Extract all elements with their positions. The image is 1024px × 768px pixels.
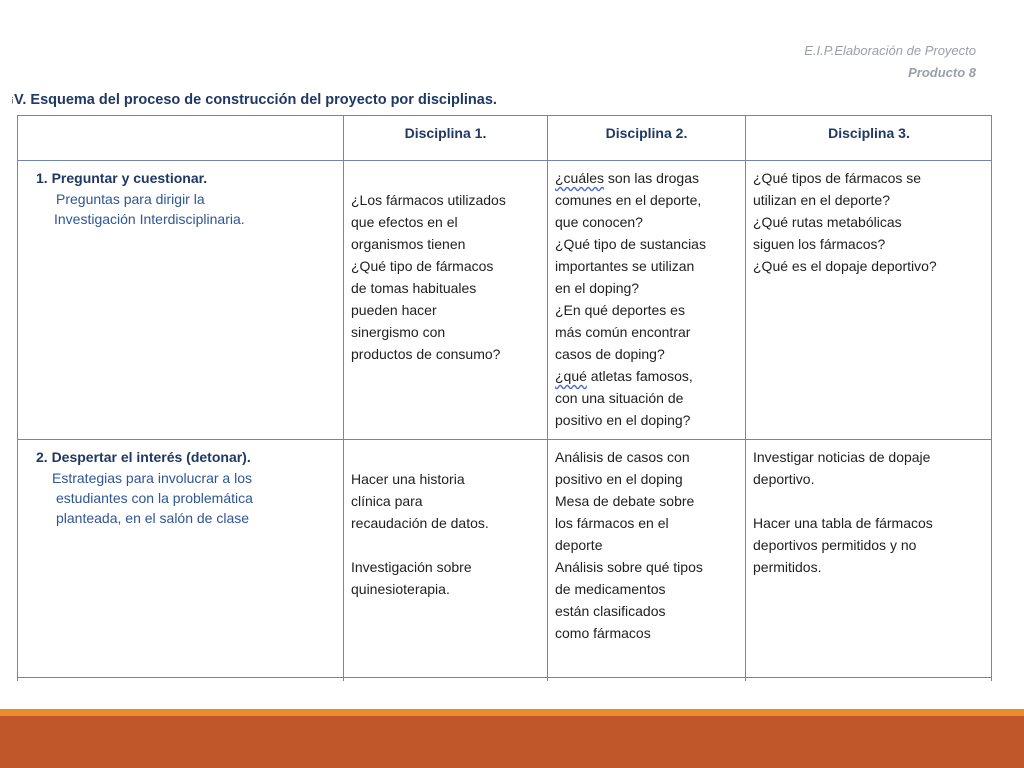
cell-line: Investigación sobre bbox=[351, 559, 472, 575]
cell-line: recaudación de datos. bbox=[351, 515, 489, 531]
column-divider bbox=[547, 116, 548, 681]
row-2-subtitle-line: Estrategias para involucrar a los bbox=[52, 470, 252, 486]
cell-line: deportivos permitidos y no bbox=[753, 537, 917, 553]
footer-accent-stripe bbox=[0, 709, 1024, 716]
cell-line: positivo en el doping bbox=[555, 471, 683, 487]
cell-line: en el doping? bbox=[555, 280, 640, 296]
column-header-disciplina-2: Disciplina 2. bbox=[605, 125, 688, 141]
cell-line: permitidos. bbox=[753, 559, 822, 575]
cell-line: deporte bbox=[555, 537, 603, 553]
cell-line: Hacer una tabla de fármacos bbox=[753, 515, 933, 531]
cell-line: ¿En qué deportes es bbox=[555, 302, 685, 318]
column-header-disciplina-3: Disciplina 3. bbox=[828, 125, 910, 141]
cell-line: Análisis de casos con bbox=[555, 449, 690, 465]
row-2-disciplina-3 bbox=[753, 446, 993, 578]
cell-line: deportivo. bbox=[753, 471, 815, 487]
cell-line: casos de doping? bbox=[555, 346, 665, 362]
cell-line bbox=[555, 365, 745, 387]
cell-line: Investigar noticias de dopaje bbox=[753, 449, 931, 465]
row-divider bbox=[18, 160, 991, 161]
cell-line: que conocen? bbox=[555, 214, 643, 230]
section-mark: ¡ bbox=[11, 94, 14, 104]
row-1-subtitle-line: Preguntas para dirigir la bbox=[56, 191, 205, 207]
row-1-subtitle bbox=[36, 189, 336, 229]
row-2-heading bbox=[36, 446, 336, 528]
cell-line: clínica para bbox=[351, 493, 423, 509]
cell-line: más común encontrar bbox=[555, 324, 691, 340]
cell-line: positivo en el doping? bbox=[555, 412, 691, 428]
column-divider bbox=[745, 116, 746, 681]
cell-line: Hacer una historia bbox=[351, 471, 465, 487]
cell-line: como fármacos bbox=[555, 625, 651, 641]
process-table bbox=[17, 115, 992, 681]
spellcheck-word: ¿cuáles bbox=[555, 170, 605, 186]
cell-line: organismos tienen bbox=[351, 236, 466, 252]
column-divider bbox=[343, 116, 344, 681]
document-header bbox=[804, 40, 976, 84]
row-1-disciplina-1 bbox=[351, 189, 547, 365]
column-header-disciplina-1: Disciplina 1. bbox=[404, 125, 487, 141]
row-2-subtitle-line: planteada, en el salón de clase bbox=[56, 510, 250, 526]
cell-line-rest: atletas famosos, bbox=[586, 368, 693, 384]
cell-line bbox=[555, 167, 745, 189]
cell-line: Mesa de debate sobre bbox=[555, 493, 695, 509]
row-divider bbox=[18, 677, 991, 678]
cell-line: ¿Qué rutas metabólicas bbox=[753, 214, 902, 230]
row-1-disciplina-3 bbox=[753, 167, 993, 277]
row-divider bbox=[18, 439, 991, 440]
row-2-disciplina-1 bbox=[351, 468, 547, 600]
cell-line: siguen los fármacos? bbox=[753, 236, 886, 252]
cell-line: sinergismo con bbox=[351, 324, 446, 340]
cell-line: ¿Qué tipos de fármacos se bbox=[753, 170, 922, 186]
cell-line: productos de consumo? bbox=[351, 346, 501, 362]
document-header-title: E.I.P.Elaboración de Proyecto bbox=[804, 43, 976, 58]
cell-line: ¿Qué es el dopaje deportivo? bbox=[753, 258, 937, 274]
row-1-subtitle-line: Investigación Interdisciplinaria. bbox=[54, 211, 245, 227]
cell-line: importantes se utilizan bbox=[555, 258, 695, 274]
document-header-product: Producto 8 bbox=[908, 65, 976, 80]
row-1-title: 1. Preguntar y cuestionar. bbox=[36, 170, 208, 186]
cell-line: están clasificados bbox=[555, 603, 666, 619]
cell-line: ¿Los fármacos utilizados bbox=[351, 192, 506, 208]
cell-line: ¿Qué tipo de fármacos bbox=[351, 258, 494, 274]
row-2-subtitle-line: estudiantes con la problemática bbox=[56, 490, 253, 506]
cell-line: que efectos en el bbox=[351, 214, 458, 230]
cell-line: comunes en el deporte, bbox=[555, 192, 702, 208]
row-1-disciplina-2 bbox=[555, 167, 745, 431]
row-1-heading bbox=[36, 167, 336, 229]
cell-line: quinesioterapia. bbox=[351, 581, 450, 597]
cell-line: de medicamentos bbox=[555, 581, 666, 597]
row-2-title: 2. Despertar el interés (detonar). bbox=[36, 449, 251, 465]
section-title bbox=[11, 92, 497, 108]
cell-line: con una situación de bbox=[555, 390, 684, 406]
cell-line: Análisis sobre qué tipos bbox=[555, 559, 703, 575]
spellcheck-word: ¿qué bbox=[555, 368, 587, 384]
row-2-subtitle bbox=[36, 468, 336, 528]
cell-line: los fármacos en el bbox=[555, 515, 669, 531]
section-title-text: V. Esquema del proceso de construcción del proyecto por disciplinas. bbox=[14, 92, 497, 108]
footer-bar bbox=[0, 716, 1024, 768]
cell-line: de tomas habituales bbox=[351, 280, 477, 296]
cell-line: pueden hacer bbox=[351, 302, 437, 318]
cell-line: utilizan en el deporte? bbox=[753, 192, 890, 208]
row-2-disciplina-2 bbox=[555, 446, 745, 644]
cell-line-rest: son las drogas bbox=[604, 170, 699, 186]
cell-line: ¿Qué tipo de sustancias bbox=[555, 236, 706, 252]
